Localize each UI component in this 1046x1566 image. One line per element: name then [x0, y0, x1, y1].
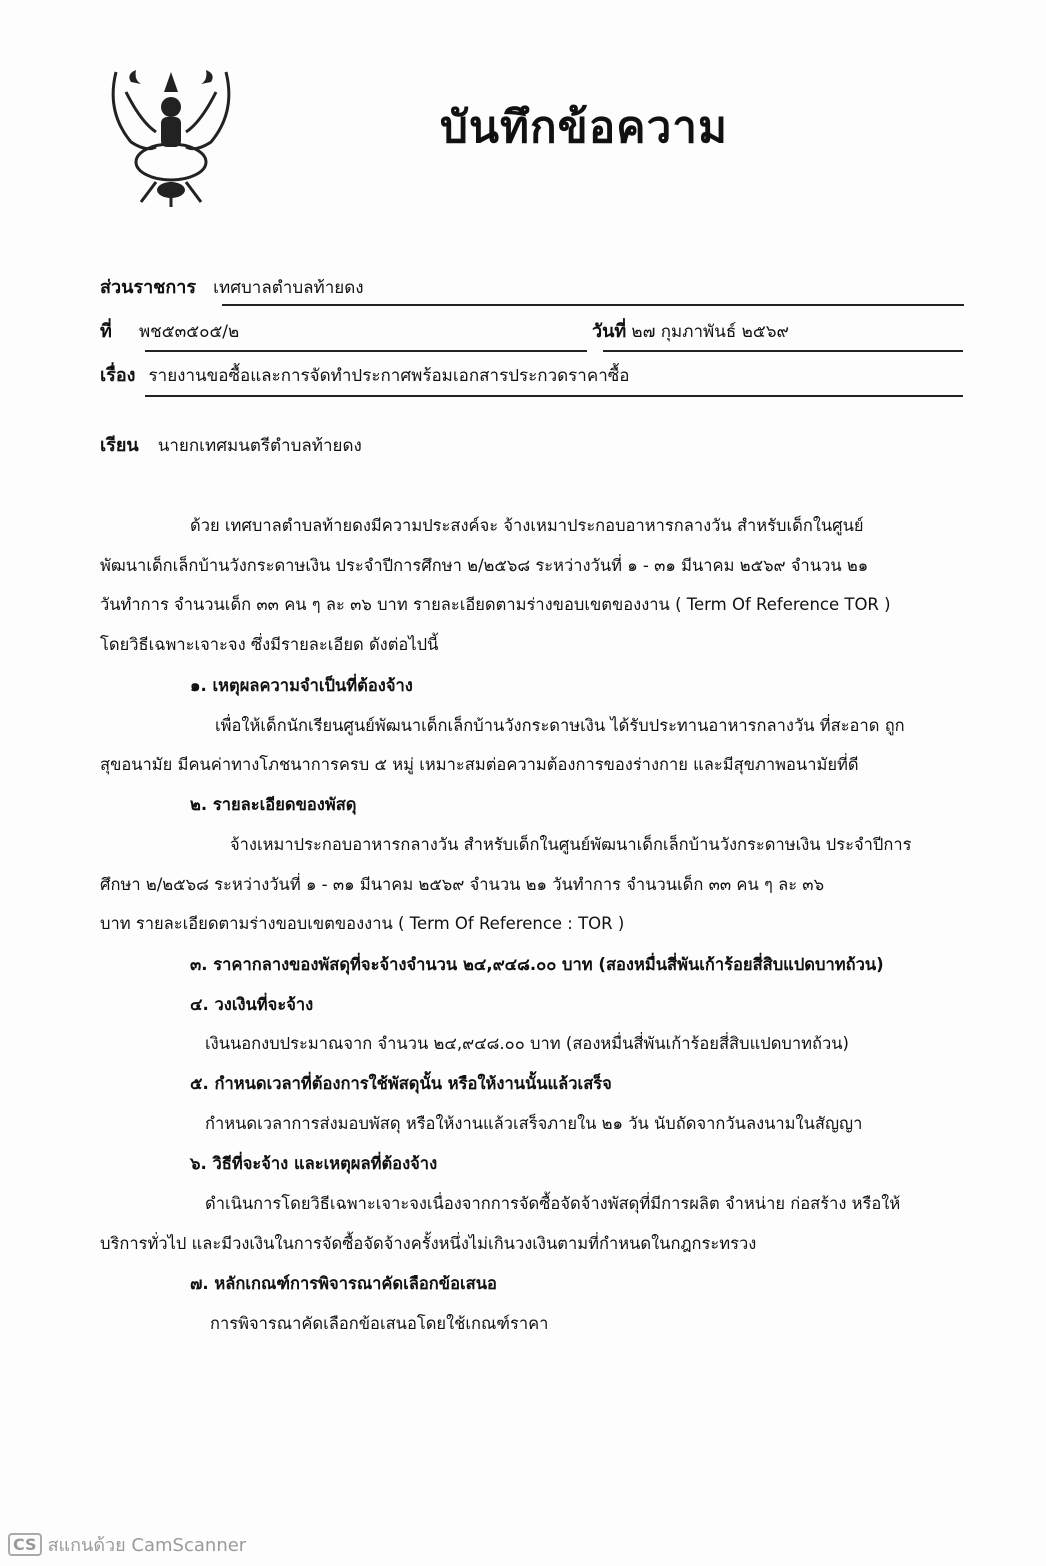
section-2-title: ๒. รายละเอียดของพัสดุ [190, 795, 357, 814]
section-6-line-1: ดำเนินการโดยวิธีเฉพาะเจาะจงเนื่องจากการจัดซื้อจัดจ้างพัสดุที่มีการผลิต จำหน่าย ก่อสร้าง หรือให้ [205, 1194, 901, 1213]
to-value: นายกเทศมนตรีตำบลท้ายดง [157, 436, 362, 456]
section-6-title: ๖. วิธีที่จะจ้าง และเหตุผลที่ต้องจ้าง [190, 1154, 438, 1173]
intro-line-3: วันทำการ จำนวนเด็ก ๓๓ คน ๆ ละ ๓๖ บาท รายละเอียดตามร่างขอบเขตของงาน ( Term Of Reference TOR ) [100, 595, 891, 614]
agency-underline [222, 304, 964, 306]
subject-underline [145, 395, 963, 397]
garuda-emblem-icon [96, 52, 246, 212]
section-2-line-3: บาท รายละเอียดตามร่างขอบเขตของงาน ( Term Of Reference : TOR ) [100, 914, 625, 933]
subject-row [100, 360, 630, 389]
section-4-text: เงินนอกงบประมาณจาก จำนวน ๒๔,๙๔๘.๐๐ บาท (สองหมื่นสี่พันเก้าร้อยสี่สิบแปดบาทถ้วน) [205, 1034, 849, 1053]
subject-label: เรื่อง [100, 365, 136, 386]
camscanner-text: สแกนด้วย CamScanner [47, 1535, 247, 1556]
section-2-line-1: จ้างเหมาประกอบอาหารกลางวัน สำหรับเด็กในศูนย์พัฒนาเด็กเล็กบ้านวังกระดาษเงิน ประจำปีการ [230, 835, 912, 854]
section-5-title: ๕. กำหนดเวลาที่ต้องการใช้พัสดุนั้น หรือให้งานนั้นแล้วเสร็จ [190, 1074, 612, 1093]
section-1-title: ๑. เหตุผลความจำเป็นที่ต้องจ้าง [190, 676, 413, 695]
section-7-title: ๗. หลักเกณฑ์การพิจารณาคัดเลือกข้อเสนอ [190, 1274, 497, 1293]
ref-value: พช๕๓๕๐๕/๒ [138, 322, 240, 342]
ref-label: ที่ [100, 321, 112, 342]
page-title: บันทึกข้อความ [440, 102, 729, 153]
camscanner-watermark [8, 1530, 246, 1559]
ref-row [100, 316, 239, 345]
to-label: เรียน [100, 435, 139, 456]
section-2-line-2: ศึกษา ๒/๒๕๖๘ ระหว่างวันที่ ๑ - ๓๑ มีนาคม ๒๕๖๙ จำนวน ๒๑ วันทำการ จำนวนเด็ก ๓๓ คน ๆ ละ ๓๖ [100, 875, 825, 894]
section-4-title: ๔. วงเงินที่จะจ้าง [190, 995, 314, 1014]
date-underline [603, 350, 963, 352]
section-1-line-2: สุขอนามัย มีคนค่าทางโภชนาการครบ ๕ หมู่ เหมาะสมต่อความต้องการของร่างกาย และมีสุขภาพอนามัยที่ดี [100, 755, 859, 774]
ref-underline [145, 350, 587, 352]
section-7-text: การพิจารณาคัดเลือกข้อเสนอโดยใช้เกณฑ์ราคา [210, 1314, 549, 1333]
section-1-line-1: เพื่อให้เด็กนักเรียนศูนย์พัฒนาเด็กเล็กบ้านวังกระดาษเงิน ได้รับประทานอาหารกลางวัน ที่สะอาด ถูก [215, 716, 905, 735]
date-label: วันที่ [592, 321, 627, 342]
section-3-title: ๓. ราคากลางของพัสดุที่จะจ้างจำนวน ๒๔,๙๔๘.๐๐ บาท (สองหมื่นสี่พันเก้าร้อยสี่สิบแปดบาทถ้วน) [190, 955, 884, 974]
agency-label: ส่วนราชการ [100, 277, 197, 298]
to-row [100, 430, 362, 459]
section-6-line-2: บริการทั่วไป และมีวงเงินในการจัดซื้อจัดจ้างครั้งหนึ่งไม่เกินวงเงินตามที่กำหนดในกฎกระทรวง [100, 1234, 757, 1253]
date-row [592, 316, 789, 345]
intro-line-4: โดยวิธีเฉพาะเจาะจง ซึ่งมีรายละเอียด ดังต่อไปนี้ [100, 635, 439, 654]
date-value: ๒๗ กุมภาพันธ์ ๒๕๖๙ [631, 322, 789, 342]
subject-value: รายงานขอซื้อและการจัดทำประกาศพร้อมเอกสารประกวดราคาซื้อ [148, 366, 630, 386]
intro-line-2: พัฒนาเด็กเล็กบ้านวังกระดาษเงิน ประจำปีการศึกษา ๒/๒๕๖๘ ระหว่างวันที่ ๑ - ๓๑ มีนาคม ๒๕๖๙ จำนวน ๒๑ [100, 556, 869, 575]
agency-row [100, 272, 364, 301]
section-5-text: กำหนดเวลาการส่งมอบพัสดุ หรือให้งานแล้วเสร็จภายใน ๒๑ วัน นับถัดจากวันลงนามในสัญญา [205, 1114, 863, 1133]
camscanner-logo-icon: CS [8, 1533, 42, 1556]
intro-line-1: ด้วย เทศบาลตำบลท้ายดงมีความประสงค์จะ จ้างเหมาประกอบอาหารกลางวัน สำหรับเด็กในศูนย์ [190, 516, 864, 535]
agency-value: เทศบาลตำบลท้ายดง [213, 278, 364, 298]
